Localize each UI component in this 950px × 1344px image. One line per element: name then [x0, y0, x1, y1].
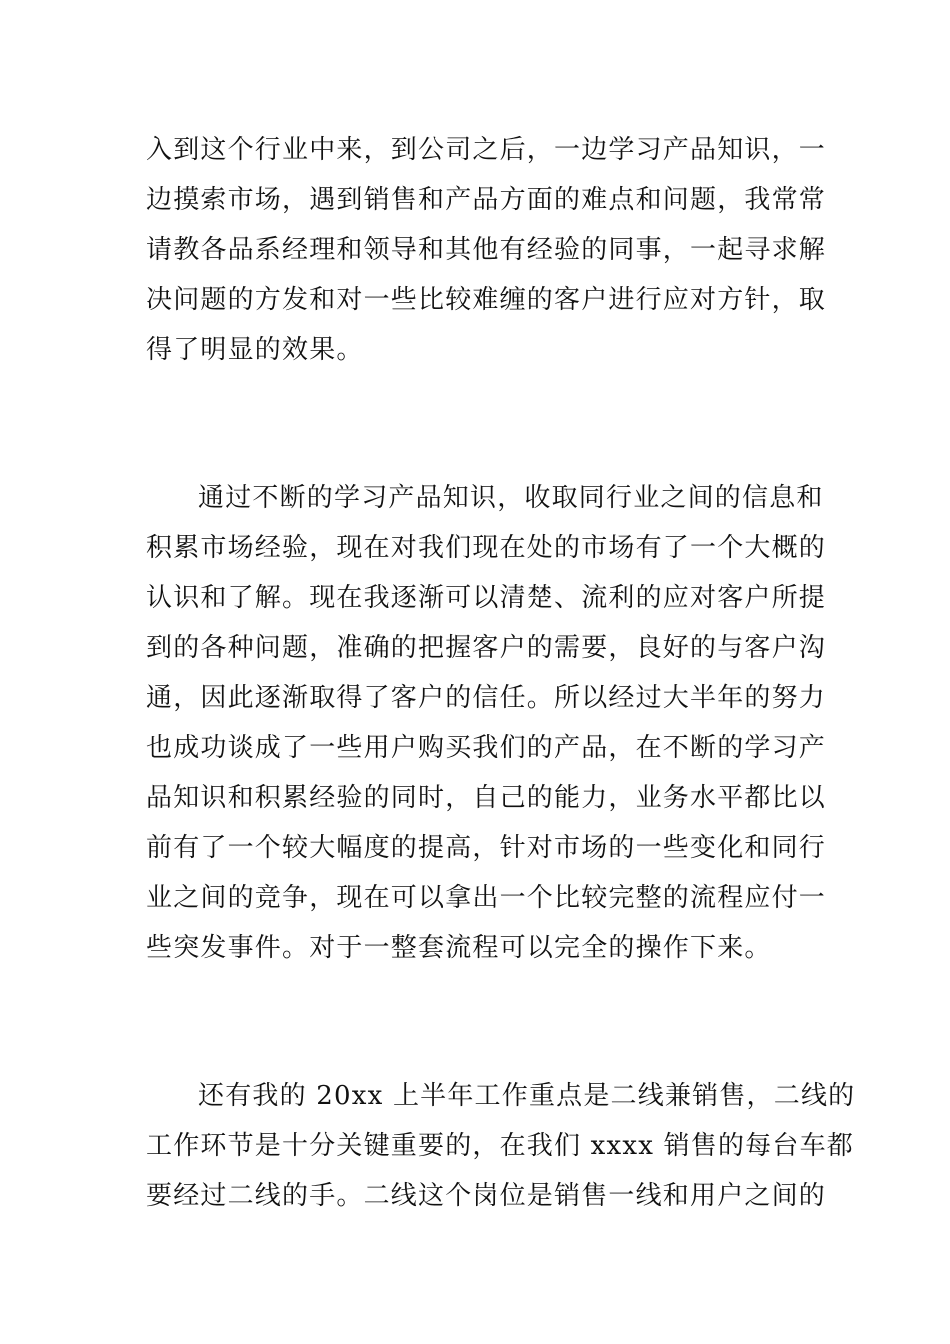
paragraph-3-line-1: 还有我的 20xx 上半年工作重点是二线兼销售，二线的: [198, 1081, 856, 1111]
paragraph-1-line-4: 决问题的方发和对一些比较难缠的客户进行应对方针，取: [146, 285, 827, 315]
paragraph-1-line-2: 边摸索市场，遇到销售和产品方面的难点和问题，我常常: [146, 185, 827, 215]
paragraph-2-line-10: 些突发事件。对于一整套流程可以完全的操作下来。: [146, 933, 772, 963]
paragraph-2-line-4: 到的各种问题，准确的把握客户的需要，良好的与客户沟: [146, 633, 827, 663]
paragraph-2-line-2: 积累市场经验，现在对我们现在处的市场有了一个大概的: [146, 533, 827, 563]
paragraph-2-line-3: 认识和了解。现在我逐渐可以清楚、流利的应对客户所提: [146, 583, 827, 613]
paragraph-2-line-9: 业之间的竞争，现在可以拿出一个比较完整的流程应付一: [146, 883, 827, 913]
paragraph-1-line-5: 得了明显的效果。: [146, 335, 364, 365]
paragraph-1-line-3: 请教各品系经理和领导和其他有经验的同事，一起寻求解: [146, 235, 827, 265]
paragraph-2-line-8: 前有了一个较大幅度的提高，针对市场的一些变化和同行: [146, 833, 827, 863]
paragraph-3-line-2: 工作环节是十分关键重要的，在我们 xxxx 销售的每台车都: [146, 1131, 854, 1161]
paragraph-2-line-7: 品知识和积累经验的同时，自己的能力，业务水平都比以: [146, 783, 827, 813]
paragraph-1-line-1: 入到这个行业中来，到公司之后，一边学习产品知识，一: [146, 135, 827, 165]
paragraph-2-line-1: 通过不断的学习产品知识，收取同行业之间的信息和: [198, 483, 824, 513]
paragraph-3-line-3: 要经过二线的手。二线这个岗位是销售一线和用户之间的: [146, 1181, 827, 1211]
paragraph-2-line-6: 也成功谈成了一些用户购买我们的产品，在不断的学习产: [146, 733, 827, 763]
paragraph-2-line-5: 通，因此逐渐取得了客户的信任。所以经过大半年的努力: [146, 683, 827, 713]
